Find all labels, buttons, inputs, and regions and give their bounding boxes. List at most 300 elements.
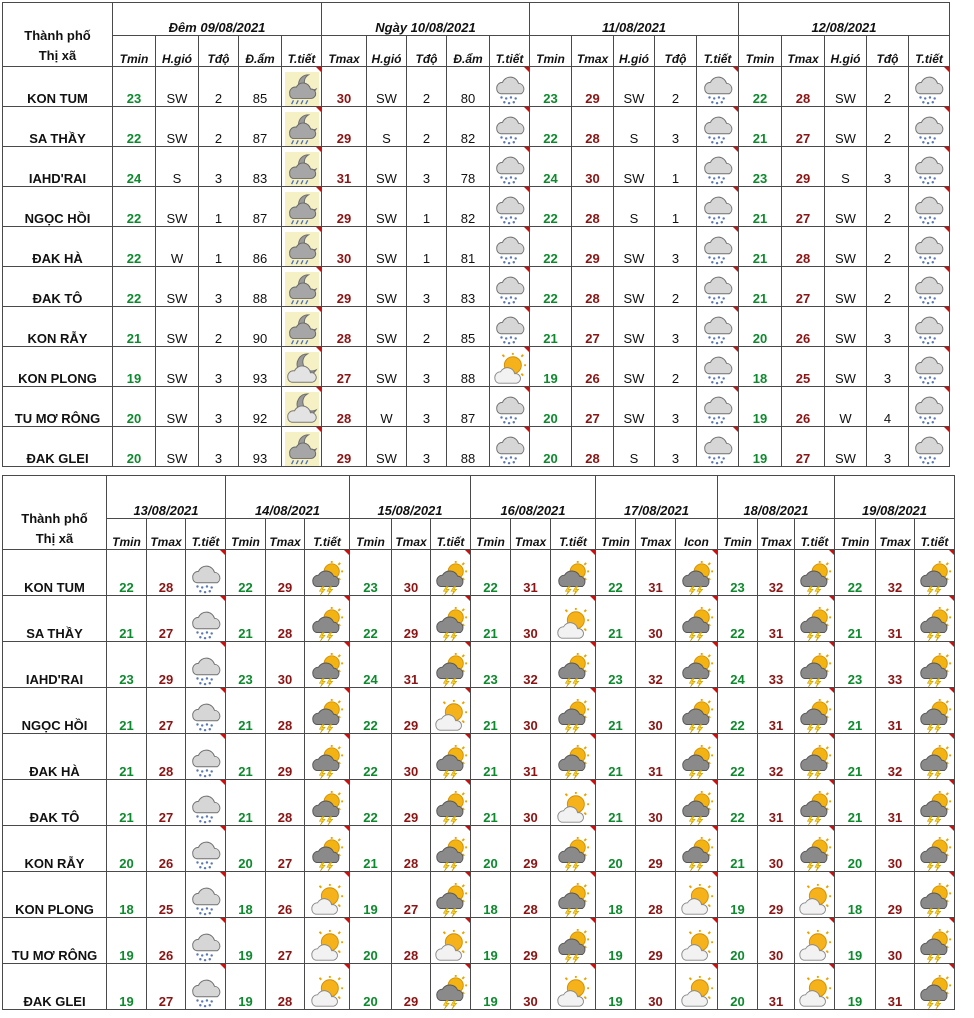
weather-icon-cell [915,872,955,918]
tmin-value: 21 [835,780,876,826]
tmax-value: 27 [147,780,186,826]
weather-icon-cell [490,187,530,227]
weather-icon-cell [490,227,530,267]
sun-cloud-icon [798,929,832,963]
thunder-sun-icon [434,561,468,595]
column-header: Tđộ [655,36,697,67]
weather-icon-cell [909,267,950,307]
weather-icon-cell [490,67,530,107]
thunder-sun-icon [798,745,832,779]
data-value: 3 [867,307,909,347]
tmax-value: 28 [636,872,676,918]
table-row [3,964,955,1010]
tmax-value: 28 [782,227,825,267]
thunder-sun-icon [918,561,952,595]
tmax-value: 28 [266,964,305,1010]
tmin-value: 21 [739,227,782,267]
tmin-value: 21 [596,780,636,826]
tmin-value: 21 [739,187,782,227]
sun-cloud-icon [310,883,344,917]
thunder-sun-icon [798,791,832,825]
tmax-value: 28 [322,307,367,347]
rain-cloud-icon [912,352,946,386]
rain-cloud-icon [189,929,223,963]
tmin-value: 20 [530,387,572,427]
tmax-value: 29 [322,187,367,227]
tmin-value: 19 [739,387,782,427]
tmax-value: 31 [876,780,915,826]
weather-icon-cell [490,267,530,307]
rain-cloud-icon [701,432,735,466]
tmin-value: 20 [739,307,782,347]
data-value: 2 [867,107,909,147]
station-name: KON RẪY [3,307,113,347]
tmax-value: 28 [147,550,186,596]
column-header: Tmax [392,519,431,550]
tmax-value: 29 [392,688,431,734]
weather-icon-cell [282,107,322,147]
data-value: SW [825,267,867,307]
table-row [3,596,955,642]
rain-cloud-icon [912,392,946,426]
weather-icon-cell [282,347,322,387]
column-header: Tmax [636,519,676,550]
table-row [3,67,950,107]
tmax-value: 30 [876,918,915,964]
weather-icon-cell [490,347,530,387]
tmin-value: 22 [596,550,636,596]
weather-icon-cell [305,596,350,642]
rain-cloud-icon [493,432,527,466]
tmin-value: 24 [350,642,392,688]
tmax-value: 30 [511,596,551,642]
tmax-value: 28 [782,67,825,107]
tmin-value: 20 [471,826,511,872]
tmax-value: 29 [511,918,551,964]
table-row [3,307,950,347]
rain-cloud-icon [701,112,735,146]
data-value: 2 [655,347,697,387]
weather-icon-cell [431,596,471,642]
data-value: SW [367,67,407,107]
tmax-value: 30 [758,826,795,872]
weather-icon-cell [909,107,950,147]
tmin-value: 22 [718,596,758,642]
tmax-value: 27 [147,688,186,734]
night-rain-icon [285,232,319,266]
tmax-value: 27 [782,107,825,147]
date-header: Ngày 10/08/2021 [322,3,530,36]
weather-icon-cell [795,550,835,596]
column-header: T.tiết [551,519,596,550]
tmax-value: 29 [636,826,676,872]
tmax-value: 29 [758,872,795,918]
tmax-value: 30 [758,918,795,964]
tmin-value: 19 [226,918,266,964]
station-name: TU MƠ RÔNG [3,387,113,427]
data-value: 82 [447,107,490,147]
data-value: 1 [407,227,447,267]
table-row [3,734,955,780]
tmax-value: 27 [392,872,431,918]
weather-icon-cell [697,307,739,347]
data-value: 2 [867,267,909,307]
weather-icon-cell [282,387,322,427]
thunder-sun-icon [310,653,344,687]
tmax-value: 29 [392,596,431,642]
tmin-value: 20 [718,918,758,964]
tmin-value: 24 [113,147,156,187]
thunder-sun-icon [680,607,714,641]
tmin-value: 21 [471,780,511,826]
station-name: KON PLONG [3,872,107,918]
data-value: 87 [239,187,282,227]
tmin-value: 20 [350,964,392,1010]
column-header: Tmax [758,519,795,550]
tmax-value: 28 [392,826,431,872]
tmin-value: 21 [835,688,876,734]
data-value: 88 [447,427,490,467]
column-header: T.tiết [431,519,471,550]
data-value: 1 [655,187,697,227]
rain-cloud-icon [701,192,735,226]
data-value: 1 [199,227,239,267]
tmin-value: 19 [835,918,876,964]
tmin-value: 23 [739,147,782,187]
weather-icon-cell [305,642,350,688]
thunder-sun-icon [556,883,590,917]
column-header: Tđộ [867,36,909,67]
thunder-sun-icon [310,745,344,779]
tmin-value: 19 [350,872,392,918]
tmax-value: 28 [147,734,186,780]
rain-cloud-icon [701,152,735,186]
column-header-row [3,36,950,67]
weather-icon-cell [795,642,835,688]
tmax-value: 30 [636,780,676,826]
date-header: 19/08/2021 [835,476,955,519]
weather-icon-cell [795,688,835,734]
thunder-sun-icon [556,653,590,687]
tmin-value: 23 [596,642,636,688]
rain-cloud-icon [189,561,223,595]
date-header: 13/08/2021 [107,476,226,519]
tmax-value: 29 [266,734,305,780]
tmin-value: 22 [113,267,156,307]
rain-cloud-icon [493,232,527,266]
tmin-value: 18 [107,872,147,918]
tmin-value: 19 [471,964,511,1010]
weather-icon-cell [795,780,835,826]
data-value: SW [825,307,867,347]
data-value: 2 [407,107,447,147]
column-header: H.gió [156,36,199,67]
weather-icon-cell [697,107,739,147]
weather-icon-cell [282,307,322,347]
weather-icon-cell [305,872,350,918]
column-header: Tmin [530,36,572,67]
rain-cloud-icon [701,352,735,386]
data-value: SW [614,307,655,347]
thunder-sun-icon [918,699,952,733]
weather-icon-cell [676,780,718,826]
data-value: 2 [867,227,909,267]
column-header: H.gió [614,36,655,67]
tmin-value: 23 [835,642,876,688]
column-header: T.tiết [282,36,322,67]
weather-icon-cell [909,307,950,347]
data-value: SW [156,387,199,427]
night-rain-icon [285,272,319,306]
weather-icon-cell [909,147,950,187]
tmax-value: 27 [782,187,825,227]
data-value: SW [367,187,407,227]
column-header: Icon [676,519,718,550]
weather-icon-cell [186,780,226,826]
city-header [3,476,107,550]
weather-icon-cell [431,734,471,780]
thunder-sun-icon [434,883,468,917]
city-header-line-1: Thành phố [21,511,88,526]
tmin-value: 19 [107,964,147,1010]
rain-cloud-icon [493,312,527,346]
data-value: 85 [239,67,282,107]
tmin-value: 22 [107,550,147,596]
station-name: ĐAK GLEI [3,964,107,1010]
tmin-value: 20 [530,427,572,467]
table-row [3,147,950,187]
station-name: TU MƠ RÔNG [3,918,107,964]
tmax-value: 26 [782,307,825,347]
station-name: KON TUM [3,67,113,107]
tmax-value: 30 [636,596,676,642]
tmax-value: 30 [636,964,676,1010]
tmin-value: 22 [835,550,876,596]
data-value: SW [156,107,199,147]
thunder-sun-icon [434,791,468,825]
sun-cloud-icon [556,975,590,1009]
column-header: Tmax [572,36,614,67]
rain-cloud-icon [189,791,223,825]
tmax-value: 28 [266,688,305,734]
rain-cloud-icon [189,699,223,733]
tmin-value: 21 [596,734,636,780]
tmin-value: 21 [107,596,147,642]
rain-cloud-icon [912,432,946,466]
data-value: 3 [655,107,697,147]
thunder-sun-icon [918,607,952,641]
tmax-value: 31 [758,780,795,826]
tmax-value: 29 [392,780,431,826]
data-value: W [156,227,199,267]
tmin-value: 22 [718,734,758,780]
tmin-value: 21 [226,780,266,826]
data-value: SW [614,267,655,307]
tmin-value: 23 [226,642,266,688]
tmin-value: 19 [739,427,782,467]
column-header: Tmax [511,519,551,550]
station-name: NGỌC HỒI [3,688,107,734]
data-value: 93 [239,347,282,387]
tmax-value: 29 [876,872,915,918]
tmax-value: 32 [876,734,915,780]
tmin-value: 22 [350,734,392,780]
weather-icon-cell [909,187,950,227]
tmin-value: 20 [596,826,636,872]
sun-cloud-icon [798,975,832,1009]
column-header: Tmin [226,519,266,550]
rain-cloud-icon [189,653,223,687]
thunder-sun-icon [798,653,832,687]
weather-icon-cell [431,688,471,734]
data-value: 81 [447,227,490,267]
tmax-value: 27 [147,964,186,1010]
weather-icon-cell [676,872,718,918]
weather-icon-cell [431,918,471,964]
weather-icon-cell [490,107,530,147]
rain-cloud-icon [701,232,735,266]
weather-icon-cell [431,964,471,1010]
column-header: T.tiết [490,36,530,67]
weather-icon-cell [551,780,596,826]
data-value: SW [156,67,199,107]
sun-cloud-icon [493,352,527,386]
data-value: SW [156,307,199,347]
thunder-sun-icon [556,699,590,733]
tmin-value: 20 [226,826,266,872]
thunder-sun-icon [434,653,468,687]
date-header-row [3,3,950,36]
tmax-value: 26 [266,872,305,918]
weather-icon-cell [305,918,350,964]
weather-icon-cell [431,550,471,596]
thunder-sun-icon [310,699,344,733]
thunder-sun-icon [680,745,714,779]
station-name: SA THẦY [3,107,113,147]
tmax-value: 30 [876,826,915,872]
tmax-value: 28 [572,187,614,227]
weather-icon-cell [676,826,718,872]
data-value: SW [614,67,655,107]
data-value: S [367,107,407,147]
tmax-value: 30 [511,780,551,826]
tmin-value: 19 [596,918,636,964]
tmin-value: 21 [835,596,876,642]
weather-icon-cell [697,427,739,467]
weather-icon-cell [282,227,322,267]
tmax-value: 29 [322,107,367,147]
data-value: 2 [407,307,447,347]
tmin-value: 21 [107,734,147,780]
weather-icon-cell [795,918,835,964]
thunder-sun-icon [556,561,590,595]
data-value: SW [825,187,867,227]
weather-icon-cell [551,872,596,918]
weather-icon-cell [795,596,835,642]
data-value: 3 [199,387,239,427]
tmax-value: 30 [266,642,305,688]
data-value: 3 [867,347,909,387]
weather-icon-cell [697,347,739,387]
tmin-value: 20 [350,918,392,964]
rain-cloud-icon [912,152,946,186]
tmin-value: 22 [113,187,156,227]
tmin-value: 19 [530,347,572,387]
data-value: SW [156,267,199,307]
weather-icon-cell [282,267,322,307]
rain-cloud-icon [493,72,527,106]
data-value: 2 [199,67,239,107]
tmin-value: 21 [226,596,266,642]
thunder-sun-icon [798,561,832,595]
table-row [3,267,950,307]
data-value: 78 [447,147,490,187]
column-header: Tmax [266,519,305,550]
weather-icon-cell [431,780,471,826]
weather-icon-cell [551,734,596,780]
tmin-value: 22 [350,596,392,642]
data-value: SW [156,187,199,227]
tmin-value: 22 [226,550,266,596]
column-header: Tmin [835,519,876,550]
tmax-value: 28 [392,918,431,964]
data-value: 82 [447,187,490,227]
date-header: Đêm 09/08/2021 [113,3,322,36]
data-value: 3 [655,227,697,267]
data-value: 3 [655,307,697,347]
rain-cloud-icon [912,192,946,226]
tmax-value: 27 [266,826,305,872]
column-header: T.tiết [305,519,350,550]
data-value: S [614,187,655,227]
tmin-value: 23 [471,642,511,688]
weather-icon-cell [795,826,835,872]
thunder-sun-icon [918,653,952,687]
weather-icon-cell [915,964,955,1010]
weather-icon-cell [186,688,226,734]
column-header: T.tiết [186,519,226,550]
tmax-value: 33 [876,642,915,688]
rain-cloud-icon [493,272,527,306]
tmax-value: 28 [322,387,367,427]
column-header: H.gió [825,36,867,67]
weather-icon-cell [186,596,226,642]
station-name: KON RẪY [3,826,107,872]
tmax-value: 32 [758,550,795,596]
table-row [3,826,955,872]
rain-cloud-icon [912,72,946,106]
weather-icon-cell [909,347,950,387]
data-value: 2 [407,67,447,107]
thunder-sun-icon [918,837,952,871]
weather-icon-cell [431,872,471,918]
thunder-sun-icon [434,745,468,779]
tmin-value: 21 [835,734,876,780]
tmin-value: 24 [718,642,758,688]
weather-icon-cell [431,642,471,688]
weather-icon-cell [795,872,835,918]
weather-icon-cell [305,734,350,780]
column-header: T.tiết [697,36,739,67]
weather-icon-cell [305,826,350,872]
tmin-value: 22 [530,187,572,227]
weather-icon-cell [490,147,530,187]
weather-icon-cell [676,550,718,596]
tmax-value: 27 [572,307,614,347]
data-value: 2 [199,307,239,347]
column-header: H.gió [367,36,407,67]
table-row [3,227,950,267]
